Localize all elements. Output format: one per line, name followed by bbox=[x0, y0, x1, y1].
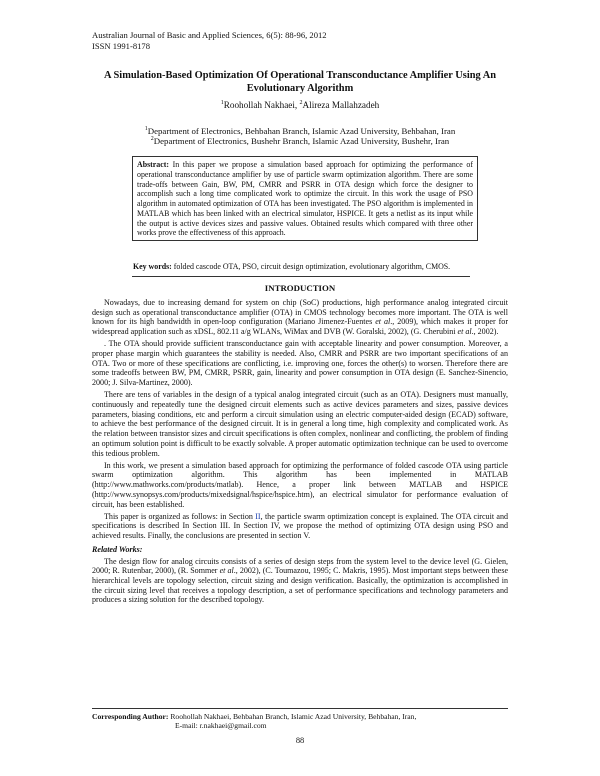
corresponding-author-text: Roohollah Nakhaei, Behbahan Branch, Islamic Azad University, Behbahan, Iran, bbox=[168, 712, 417, 721]
author-1-marker: 1 bbox=[220, 99, 224, 106]
paragraph-5-part-a: This paper is organized as follows: in Section bbox=[104, 511, 256, 521]
paragraph-5-part-b: , the particle swarm optimization concept is explained. The OTA circuit and specifications is described In Section III. In Section IV, we propose the method of optimizing OTA design using PSO and achieved results. Finally, the conclusions are presented in section V. bbox=[92, 511, 508, 541]
corresponding-author-label: Corresponding Author: bbox=[92, 712, 169, 721]
paragraph-6 bbox=[92, 557, 508, 606]
affiliation-1-marker: 1 bbox=[144, 126, 148, 133]
paragraph-6-etal: et al bbox=[219, 566, 234, 576]
paragraph-1-part-c: ., 2009), which makes it proper for widespread application such as xDSL, 802.11 a/g WLANs, WiMax and DVB (W. Goralski, 2002), (G. Cherubini bbox=[92, 317, 508, 337]
page-number: 88 bbox=[295, 736, 305, 745]
paragraph-6-part-c: ., 2002), (C. Toumazou, 1995; C. Makris, 1995). Most important steps between these hierarchical levels are topology selection, circuit sizing and design verification. Basically, the optimization is accomplished in the circuit sizing level that receives a topology description, a set of performance specifications and technology parameters and produces a sizing solution for the described topology. bbox=[92, 566, 509, 605]
affiliation-2-marker: 2 bbox=[150, 136, 154, 143]
abstract-box bbox=[132, 156, 478, 241]
keywords-label: Key words: bbox=[133, 262, 172, 271]
affiliation-1-text: Department of Electronics, Behbahan Branch, Islamic Azad University, Behbahan, Iran bbox=[147, 126, 456, 136]
affiliation-1 bbox=[92, 126, 508, 136]
footer-divider bbox=[92, 708, 508, 709]
paragraph-1-part-a: Nowadays, due to increasing demand for system on chip (SoC) productions, high performance analog integrated circuit design such as operational transconductance amplifier (OTA) in CMOS technology becomes more important. The OTA is well known for its high bandwidth in open-loop configuration (Mariano Jimenez-Fuentes bbox=[92, 298, 508, 327]
paragraph-3: There are tens of variables in the design of a typical analog integrated circuit (such as an OTA). Designers must manually, continuously and repeatedly tune the designed circuit elements such as active devices parameters and sizes, passive devices parameters, biasing conditions, etc and perform a circuit simulation using an electric computer-aided design (ECAD) software, to achieve the best performance of the designed circuit. It is in general a long time, high complexity and complicated work. As the relation between transistor sizes and circuit specifications is often complex, nonlinear and conflicting, the problem of finding an optimum solution point is difficult to be exactly solvable. A proper automatic optimization technique can be used to overcome this tedious problem. bbox=[92, 390, 508, 458]
paragraph-4: In this work, we present a simulation based approach for optimizing the performance of folded cascode OTA using particle swarm optimization algorithm. This algorithm has been implemented in MATLAB (http://www.mathworks.com/products/matlab). Hence, a proper link between MATLAB and HSPICE (http://www.synopsys.com/products/mixedsignal/hspice/hspice.htm), an electrical simulator for performance evaluation of circuit, has been established. bbox=[92, 460, 508, 509]
author-2-marker: 2 bbox=[299, 99, 303, 106]
paragraph-1-etal-2: et al bbox=[457, 327, 472, 337]
abstract-text: In this paper we propose a simulation based approach for optimizing the performance of operational transconductance amplifier by use of particle swarm optimization algorithm. There are some trade-offs between Gain, BW, PM, CMRR and PSRR in OTA design which force the designer to accomplish such a long time complicated work to optimize the circuit. In this work the usage of PSO algorithm in automated optimization of OTA has been investigated. The PSO algorithm is implemented in MATLAB which has been linked with an electrical simulator, HSPICE. It gets a netlist as its input while the output is active devices sizes and passive values. Obtained results which compared with three other works prove the effectiveness of this approach. bbox=[137, 160, 473, 238]
section-ii-link[interactable]: II bbox=[255, 511, 261, 521]
section-heading-introduction: INTRODUCTION bbox=[264, 283, 336, 293]
paragraph-1 bbox=[92, 298, 508, 337]
journal-header bbox=[92, 30, 327, 51]
affiliation-2 bbox=[92, 136, 508, 146]
paper-title: A Simulation-Based Optimization Of Operational Transconductance Amplifier Using An Evolutionary Algorithm bbox=[104, 70, 496, 94]
keywords-divider bbox=[132, 276, 470, 277]
paragraph-1-part-e: ., 2002). bbox=[471, 327, 499, 337]
affiliation-2-text: Department of Electronics, Bushehr Branch, Islamic Azad University, Bushehr, Iran bbox=[153, 136, 450, 147]
paragraph-1-etal-1: et al bbox=[375, 317, 391, 327]
author-2-name: Alireza Mallahzadeh bbox=[302, 100, 380, 110]
author-line bbox=[92, 100, 508, 111]
corresponding-author bbox=[92, 712, 508, 721]
paragraph-2: . The OTA should provide sufficient transconductance gain with acceptable linearity and power consumption. Moreover, a proper phase margin which guarantees the stability is needed. Also, CMRR and PSRR are two important specifications of an OTA. Two or more of these specifications are conflicting, i.e. improving one, forces the other(s) to worsen. Therefore there are some tradeoffs between BW, PM, CMRR, PSRR, gain, linearity and power consumption in OTA design (E. Sanchez-Sinencio, 2000; J. Silva-Martinez, 2000). bbox=[92, 339, 508, 388]
journal-issn: ISSN 1991-8178 bbox=[92, 40, 151, 51]
corresponding-email: E-mail: r.nakhaei@gmail.com bbox=[175, 721, 267, 731]
author-1-name: Roohollah Nakhaei, bbox=[223, 100, 300, 110]
abstract-label: Abstract: bbox=[137, 160, 169, 169]
journal-citation: Australian Journal of Basic and Applied Sciences, 6(5): 88-96, 2012 bbox=[92, 30, 327, 40]
footer bbox=[92, 708, 508, 730]
related-works-heading: Related Works: bbox=[92, 544, 143, 554]
paragraph-6-part-a: The design flow for analog circuits consists of a series of design steps from the system level to the device level (G. Gielen, 2000; R. Rutenbar, 2000), (R. Sommer bbox=[92, 556, 508, 576]
body-text bbox=[92, 298, 508, 608]
affiliations bbox=[92, 126, 508, 147]
paragraph-5 bbox=[92, 512, 508, 541]
keywords bbox=[133, 262, 473, 272]
keywords-text: folded cascode OTA, PSO, circuit design optimization, evolutionary algorithm, CMOS. bbox=[171, 262, 451, 271]
